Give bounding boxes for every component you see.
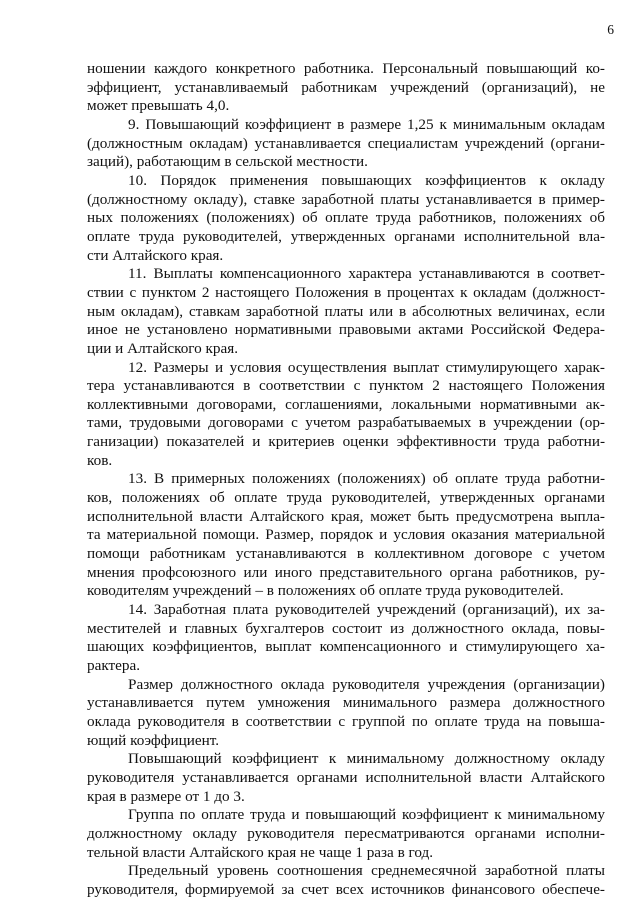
text-line: может превышать 4,0. bbox=[87, 97, 230, 115]
text-line: должностному окладу руководителя пересматриваются органами исполни- bbox=[87, 824, 605, 842]
text-line: тера устанавливаются в соответствии с пунктом 2 настоящего Положения bbox=[87, 377, 605, 395]
text-line: та материальной помощи. Размер, порядок и условия оказания материальной bbox=[87, 526, 605, 544]
paragraph-first-line: Размер должностного оклада руководителя учреждения (организации) bbox=[128, 675, 605, 693]
text-line: исполнительной власти Алтайского края, может быть предусмотрена выпла- bbox=[87, 507, 605, 525]
text-line: ным окладам), ставкам заработной платы или в абсолютных величинах, если bbox=[87, 302, 605, 320]
paragraph-first-line: Повышающий коэффициент к минимальному должностному окладу bbox=[128, 750, 605, 768]
text-line: устанавливается путем умножения минимального размера должностного bbox=[87, 694, 605, 712]
text-line: ции и Алтайского края. bbox=[87, 339, 239, 357]
text-line: ков, положениях об оплате труда руководителей, утвержденных органами bbox=[87, 489, 605, 507]
text-line: иное не установлено нормативными правовыми актами Российской Федера- bbox=[87, 321, 605, 339]
text-line: заций), работающим в сельской местности. bbox=[87, 153, 368, 171]
text-line: местителей и главных бухгалтеров состоит из должностного оклада, повы- bbox=[87, 619, 605, 637]
text-line: помощи работникам устанавливаются в коллективном договоре с учетом bbox=[87, 545, 605, 563]
text-line: мнения профсоюзного или иного представительного органа работников, ру- bbox=[87, 563, 605, 581]
paragraph-first-line: Предельный уровень соотношения среднемесячной заработной платы bbox=[128, 862, 605, 880]
paragraph-first-line: 10. Порядок применения повышающих коэффициентов к окладу bbox=[128, 171, 605, 189]
text-line: эффициент, устанавливаемый работникам учреждений (организаций), не bbox=[87, 78, 605, 96]
text-line: (должностному окладу), ставке заработной платы устанавливается в пример- bbox=[87, 190, 605, 208]
document-body bbox=[87, 60, 605, 900]
text-line: ствии с пунктом 2 настоящего Положения в процентах к окладам (должност- bbox=[87, 283, 605, 301]
text-line: ных положениях (положениях) об оплате труда работников, положениях об bbox=[87, 209, 605, 227]
text-line: края в размере от 1 до 3. bbox=[87, 787, 245, 805]
text-line: ков. bbox=[87, 451, 113, 469]
text-line: ководителям учреждений – в положениях об оплате труда руководителей. bbox=[87, 582, 564, 600]
paragraph-first-line: Группа по оплате труда и повышающий коэффициент к минимальному bbox=[128, 806, 605, 824]
text-line: руководителя, формируемой за счет всех источников финансового обеспече- bbox=[87, 880, 605, 898]
text-line: оплате труда руководителей, утвержденных органами исполнительной вла- bbox=[87, 227, 605, 245]
paragraph-first-line: 11. Выплаты компенсационного характера устанавливаются в соответ- bbox=[128, 265, 605, 283]
text-line: рактера. bbox=[87, 657, 141, 674]
text-line: руководителя устанавливается органами исполнительной власти Алтайского bbox=[87, 768, 605, 786]
text-line: ношении каждого конкретного работника. Персональный повышающий ко- bbox=[87, 60, 605, 77]
paragraph-first-line: 14. Заработная плата руководителей учреждений (организаций), их за- bbox=[128, 601, 605, 619]
text-line: оклада руководителя в соответствии с группой по оплате труда на повыша- bbox=[87, 712, 605, 730]
paragraph-first-line: 9. Повышающий коэффициент в размере 1,25 к минимальным окладам bbox=[128, 115, 605, 133]
page-number: 6 bbox=[607, 22, 614, 37]
text-line: коллективными договорами, соглашениями, локальными нормативными ак- bbox=[87, 395, 605, 413]
text-line: сти Алтайского края. bbox=[87, 246, 224, 264]
text-line: ганизации) показателей и критериев оценки эффективности труда работни- bbox=[87, 433, 605, 451]
paragraph-first-line: 13. В примерных положениях (положениях) об оплате труда работни- bbox=[128, 470, 605, 488]
text-line: шающих коэффициентов, выплат компенсационного и стимулирующего ха- bbox=[87, 638, 605, 656]
text-line: тельной власти Алтайского края не чаще 1 раза в год. bbox=[87, 843, 434, 861]
text-line: тами, трудовыми договорами с учетом разрабатываемых в учреждении (ор- bbox=[87, 414, 605, 432]
text-line: ющий коэффициент. bbox=[87, 731, 220, 749]
paragraph-first-line: 12. Размеры и условия осуществления выплат стимулирующего харак- bbox=[128, 358, 605, 376]
text-line: (должностным окладам) устанавливается специалистам учреждений (органи- bbox=[87, 134, 605, 152]
